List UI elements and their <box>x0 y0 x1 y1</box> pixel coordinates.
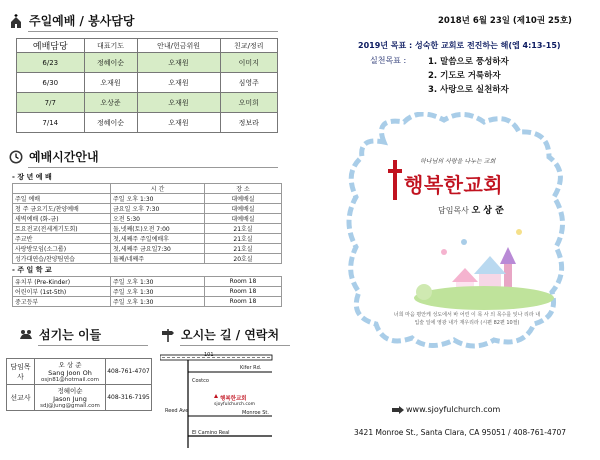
church-website[interactable]: www.sjoyfulchurch.com <box>406 405 501 414</box>
service-place: 대예배실 <box>205 194 282 204</box>
right-page <box>300 0 600 460</box>
person-phone: 408-761-4707 <box>106 359 152 385</box>
roles-cell: 6/23 <box>17 53 85 73</box>
pastor-label: 담임목사 <box>438 206 469 215</box>
highway-label: 101 <box>204 352 214 358</box>
school-table <box>12 276 282 307</box>
service-place: 21호실 <box>205 224 282 234</box>
pointing-hand-icon <box>392 405 404 415</box>
person-role: 담임목사 <box>7 359 35 385</box>
class-place: Room 18 <box>205 297 282 307</box>
table-row <box>13 244 282 254</box>
roles-cell: 오재원 <box>137 73 220 93</box>
road-label: Reed Ave <box>165 408 189 414</box>
year-motto: 2019년 목표 : 성숙한 교회로 전진하는 해(엡 4:13-15) <box>358 41 561 50</box>
people-table <box>6 358 152 411</box>
person-email[interactable]: osjn81@hotmail.com <box>40 377 100 383</box>
pastor-line <box>438 203 504 216</box>
class-name: 중고등부 <box>13 297 111 307</box>
roles-header-cell: 안내/헌금위원 <box>137 39 220 53</box>
table-row <box>13 287 282 297</box>
class-time: 주일 오후 1:30 <box>111 277 205 287</box>
table-row <box>17 113 278 133</box>
person-email[interactable]: sdj@jung@gmail.com <box>40 403 100 409</box>
map-title: 오시는 길 / 연락처 <box>181 328 280 342</box>
table-row <box>13 214 282 224</box>
people-title: 섬기는 이들 <box>39 328 102 342</box>
person-info <box>35 359 106 385</box>
roles-cell: 정보라 <box>220 113 277 133</box>
class-time: 주일 오후 1:30 <box>111 287 205 297</box>
goal-item: 3. 사랑으로 실천하자 <box>428 85 509 95</box>
service-name: 주일 예배 <box>13 194 111 204</box>
goals-label: 실천목표 : <box>370 56 407 65</box>
adult-services-label: - 장 년 예 배 <box>12 173 52 181</box>
service-place: 20호실 <box>205 254 282 264</box>
roles-cell: 오재원 <box>137 93 220 113</box>
service-time: 금요일 오후 7:30 <box>111 204 205 214</box>
adult-services-table <box>12 183 282 264</box>
map-section-header <box>160 326 290 343</box>
goal-item: 1. 말씀으로 풍성하자 <box>428 57 509 67</box>
table-row <box>13 194 282 204</box>
service-name: 새벽예배 (화-금) <box>13 214 111 224</box>
times-header-cell <box>13 184 111 194</box>
person-name: 정혜이순 <box>57 387 83 395</box>
table-row <box>13 254 282 264</box>
service-time: 주일 오후 1:30 <box>111 194 205 204</box>
hands-icon <box>18 327 34 343</box>
person-info <box>35 385 106 411</box>
class-name: 유치부 (Pre-Kinder) <box>13 277 111 287</box>
service-time: 첫,세째주 금요일7:30 <box>111 244 205 254</box>
class-name: 어린이부 (1st-5th) <box>13 287 111 297</box>
map-church-label: 행복한교회 <box>220 396 247 402</box>
roles-cell: 정혜이순 <box>84 53 137 73</box>
person-name-en: Jason Jung <box>53 395 87 403</box>
person-name: 오 상 준 <box>58 361 82 369</box>
red-cross-icon <box>388 160 402 200</box>
church-tagline: 하나님의 사랑을 나누는 교회 <box>420 158 496 165</box>
roles-table <box>16 38 278 133</box>
directions-map <box>160 350 280 450</box>
goal-item: 2. 기도로 거룩하자 <box>428 71 501 81</box>
roles-header-cell: 대표기도 <box>84 39 137 53</box>
times-header-cell: 장 소 <box>205 184 282 194</box>
service-name: 사랑방모임(소그룹) <box>13 244 111 254</box>
roles-cell: 7/14 <box>17 113 85 133</box>
road-label: Kifer Rd. <box>240 365 262 371</box>
church-icon <box>8 13 24 29</box>
roles-cell: 오상준 <box>84 93 137 113</box>
person-name-en: Sang Joon Oh <box>48 369 92 377</box>
roles-section-header <box>8 12 278 29</box>
table-row <box>17 73 278 93</box>
landmark-label: Costco <box>192 378 209 384</box>
person-role: 선교사 <box>7 385 35 411</box>
table-row <box>17 93 278 113</box>
service-time: 첫,세째주 주일예배후 <box>111 234 205 244</box>
roles-cell: 심영주 <box>220 73 277 93</box>
roles-cell: 오재원 <box>137 53 220 73</box>
table-row <box>7 359 152 385</box>
roles-header-cell: 친교/정리 <box>220 39 277 53</box>
signpost-icon <box>160 327 176 343</box>
service-place: 21호실 <box>205 244 282 254</box>
school-label: - 주 일 학 교 <box>12 266 52 274</box>
pastor-name: 오 상 준 <box>471 206 504 216</box>
class-time: 주일 오후 1:30 <box>111 297 205 307</box>
map-church-url: sjoyfulchurch.com <box>214 402 255 407</box>
times-title: 예배시간안내 <box>29 150 99 164</box>
times-header-cell: 시 간 <box>111 184 205 194</box>
roles-cell: 7/7 <box>17 93 85 113</box>
table-row <box>13 234 282 244</box>
roles-cell: 이미지 <box>220 53 277 73</box>
roles-cell: 정혜이순 <box>84 113 137 133</box>
service-place: 대예배실 <box>205 214 282 224</box>
issue-date: 2018년 6월 23일 (제10권 25호) <box>438 16 572 26</box>
table-row <box>13 277 282 287</box>
church-name: 행복한교회 <box>404 173 504 197</box>
service-time: 둘,넷째(토)오전 7:00 <box>111 224 205 234</box>
people-section-header <box>18 326 148 343</box>
roles-title: 주일예배 / 봉사담당 <box>29 14 135 28</box>
church-address: 3421 Monroe St., Santa Clara, CA 95051 / 408-761-4707 <box>354 428 567 437</box>
service-place: 21호실 <box>205 234 282 244</box>
service-name: 성가대연습/찬양팀연습 <box>13 254 111 264</box>
road-label: Monroe St. <box>242 410 269 416</box>
service-name: 청 주 금요기도/찬양예배 <box>13 204 111 214</box>
roles-cell: 오미희 <box>220 93 277 113</box>
roles-cell: 오재원 <box>137 113 220 133</box>
table-row <box>17 53 278 73</box>
times-header-row <box>13 184 282 194</box>
person-phone: 408-316-7195 <box>106 385 152 411</box>
roles-cell: 오재원 <box>84 73 137 93</box>
roles-cell: 6/30 <box>17 73 85 93</box>
table-row <box>13 224 282 234</box>
roles-header-cell: 예배담당 <box>17 39 85 53</box>
service-name: 주교반 <box>13 234 111 244</box>
times-section-header <box>8 148 278 165</box>
service-time: 오전 5:30 <box>111 214 205 224</box>
service-name: 토요전교(전세계기도회) <box>13 224 111 234</box>
table-row <box>7 385 152 411</box>
service-place: 대예배실 <box>205 204 282 214</box>
class-place: Room 18 <box>205 287 282 297</box>
bible-verse: 너희 마음 평안케 성도에서 바 어린 이 목 사 의 목수를 잊나 리라 내 입술 일에 영광 내가 재우리라 (시편 82편 10절) <box>393 312 541 326</box>
service-time: 둘째/네째주 <box>111 254 205 264</box>
road-label: El Camino Real <box>192 430 230 436</box>
clock-icon <box>8 149 24 165</box>
roles-header-row <box>17 39 278 53</box>
table-row <box>13 297 282 307</box>
table-row <box>13 204 282 214</box>
class-place: Room 18 <box>205 277 282 287</box>
